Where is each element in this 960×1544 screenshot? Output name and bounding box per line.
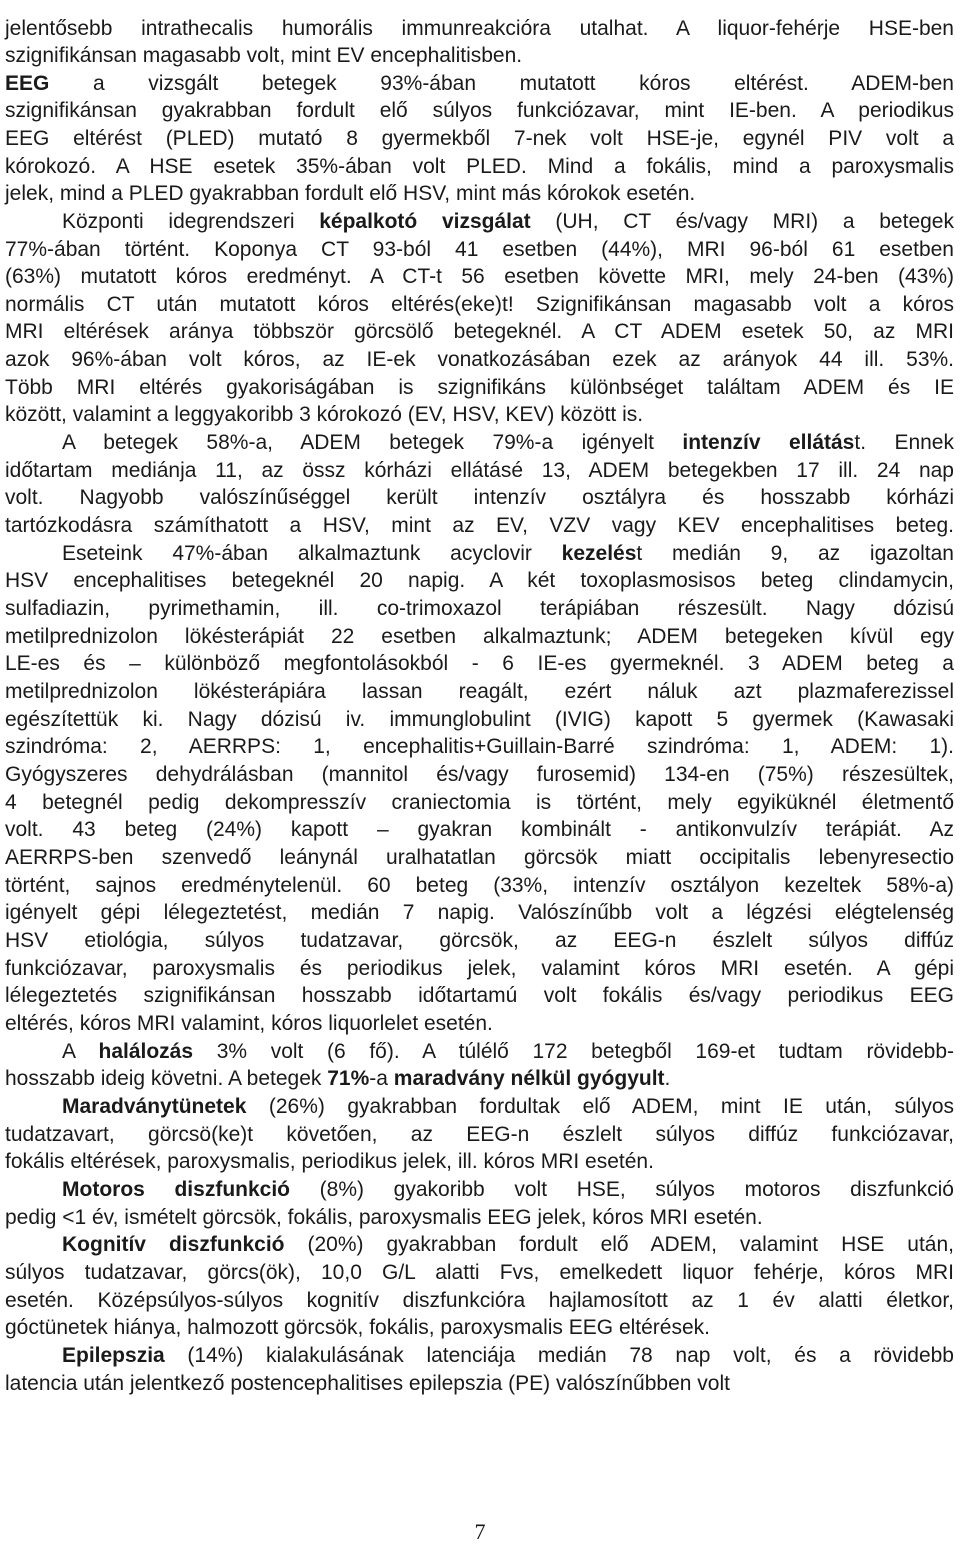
text-run: igényelt gépi lélegeztetést, medián 7 napig. Valószínűbb volt a légzési elégtelenség <box>5 901 954 924</box>
text-run: volt. Nagyobb valószínűséggel került intenzív osztályra és hosszabb kórházi <box>5 486 954 509</box>
text-run: -a <box>369 1067 394 1090</box>
text-line <box>5 1370 730 1397</box>
text-line <box>5 872 954 899</box>
text-run: metilprednizolon lökésterápiát 22 esetben alkalmaztunk; ADEM betegeken kívül egy <box>5 625 954 648</box>
text-run: funkciózavar, paroxysmalis és periodikus jelek, valamint kóros MRI esetén. A gépi <box>5 957 954 980</box>
text-line <box>62 208 954 235</box>
text-run: 77%-ában történt. Koponya CT 93-ból 41 esetben (44%), MRI 96-ból 61 esetben <box>5 238 954 261</box>
text-line <box>5 1204 763 1231</box>
text-run: azok 96%-ában volt kóros, az IE-ek vonatkozásában ezek az arányok 44 ill. 53%. <box>5 348 954 371</box>
text-run: 3% volt (6 fő). A túlélő 172 betegből 169-et tudtam rövidebb- <box>193 1040 954 1063</box>
bold-term: EEG <box>5 72 50 95</box>
text-run: lélegeztetés szignifikánsan hosszabb időtartamú volt fokális és/vagy periodikus EEG <box>5 984 954 1007</box>
page-number: 7 <box>474 1519 486 1544</box>
text-line <box>62 1093 954 1120</box>
text-line <box>62 1176 954 1203</box>
text-line <box>62 1038 954 1065</box>
text-line <box>5 761 954 788</box>
text-run: (UH, CT és/vagy MRI) a betegek <box>530 210 954 233</box>
text-run: (63%) mutatott kóros eredményt. A CT-t 56 esetben követte MRI, mely 24-ben (43%) <box>5 265 954 288</box>
text-line <box>5 70 954 97</box>
text-run: időtartam mediánja 11, az össz kórházi ellátásé 13, ADEM betegekben 17 ill. 24 nap <box>5 459 954 482</box>
text-line <box>5 789 954 816</box>
bold-term: intenzív ellátás <box>682 431 855 454</box>
text-line <box>5 457 954 484</box>
text-line <box>5 374 954 401</box>
text-run: tartózkodásra számíthatott a HSV, mint az EV, VZV vagy KEV encephalitises beteg. <box>5 514 954 537</box>
bold-term: képalkotó vizsgálat <box>319 210 531 233</box>
text-run: Gyógyszeres dehydrálásban (mannitol és/vagy furosemid) 134-en (75%) részesültek, <box>5 763 954 786</box>
text-run: kórokozó. A HSE esetek 35%-ában volt PLED. Mind a fokális, mind a paroxysmalis <box>5 155 954 178</box>
bold-term: maradvány nélkül gyógyult <box>393 1067 665 1090</box>
text-run: Eseteink 47%-ában alkalmaztunk acyclovir <box>62 542 562 565</box>
text-run: (20%) gyakrabban fordult elő ADEM, valamint HSE után, <box>284 1233 954 1256</box>
text-run: sulfadiazin, pyrimethamin, ill. co-trimoxazol terápiában részesült. Nagy dózisú <box>5 597 954 620</box>
text-line <box>5 844 954 871</box>
text-line <box>5 678 954 705</box>
bold-term: Kognitív diszfunkció <box>62 1233 285 1256</box>
text-run: EEG eltérést (PLED) mutató 8 gyermekből 7-nek volt HSE-je, egynél PIV volt a <box>5 127 954 150</box>
text-run: szindróma: 2, AERRPS: 1, encephalitis+Guillain-Barré szindróma: 1, ADEM: 1). <box>5 735 954 758</box>
text-run: 4 betegnél pedig dekompresszív craniectomia is történt, mely egyiküknél életmentő <box>5 791 954 814</box>
text-line <box>5 153 954 180</box>
text-run: hosszabb ideig követni. A betegek <box>5 1067 328 1090</box>
text-line <box>5 401 643 428</box>
text-run: normális CT után mutatott kóros eltérés(eke)t! Szignifikánsan magasabb volt a kóros <box>5 293 954 316</box>
text-line <box>5 1010 493 1037</box>
text-line <box>5 899 954 926</box>
text-run: t. Ennek <box>854 431 954 454</box>
text-run: jelentősebb intrathecalis humorális immunreakcióra utalhat. A liquor-fehérje HSE-ben <box>5 17 954 40</box>
text-line <box>5 15 954 42</box>
text-run: a vizsgált betegek 93%-ában mutatott kóros eltérést. ADEM-ben <box>49 72 954 95</box>
bold-term: Maradványtünetek <box>62 1095 247 1118</box>
text-line <box>5 180 695 207</box>
text-run: (26%) gyakrabban fordultak elő ADEM, mint IE után, súlyos <box>246 1095 954 1118</box>
text-run: góctünetek hiánya, halmozott görcsök, fokális, paroxysmalis EEG eltérések. <box>5 1316 710 1339</box>
text-line <box>5 291 954 318</box>
text-run: tudatzavart, görcsö(ke)t követően, az EEG-n észlelt súlyos diffúz funkciózavar, <box>5 1123 954 1146</box>
text-line <box>5 982 954 1009</box>
text-run: eltérés, kóros MRI valamint, kóros liquorlelet esetén. <box>5 1012 493 1035</box>
bold-term: halálozás <box>98 1040 194 1063</box>
text-line <box>5 650 954 677</box>
text-line <box>5 346 954 373</box>
text-run: HSV encephalitises betegeknél 20 napig. A két toxoplasmosisos beteg clindamycin, <box>5 569 954 592</box>
text-run: súlyos tudatzavar, görcs(ök), 10,0 G/L alatti Fvs, emelkedett liquor fehérje, kóros MRI <box>5 1261 954 1284</box>
text-run: HSV etiológia, súlyos tudatzavar, görcsök, az EEG-n észlelt súlyos diffúz <box>5 929 954 952</box>
text-run: történt, sajnos eredménytelenül. 60 beteg (33%, intenzív osztályon kezeltek 58%-a) <box>5 874 954 897</box>
text-line <box>62 429 954 456</box>
text-run: t medián 9, az igazoltan <box>636 542 954 565</box>
text-run: esetén. Középsúlyos-súlyos kognitív diszfunkcióra hajlamosított az 1 év alatti életkor, <box>5 1289 954 1312</box>
text-line <box>5 1259 954 1286</box>
bold-term: Motoros diszfunkció <box>62 1178 290 1201</box>
text-run: metilprednizolon lökésterápiára lassan reagált, ezért náluk azt plazmaferezissel <box>5 680 954 703</box>
bold-term: 71% <box>327 1067 370 1090</box>
text-run: latencia után jelentkező postencephalitises epilepszia (PE) valószínűbben volt <box>5 1372 730 1395</box>
text-line <box>5 623 954 650</box>
text-run: között, valamint a leggyakoribb 3 kórokozó (EV, HSV, KEV) között is. <box>5 403 644 426</box>
text-run: A <box>62 1040 99 1063</box>
text-line <box>5 318 954 345</box>
text-run: egészítettük ki. Nagy dózisú iv. immunglobulint (IVIG) kapott 5 gyermek (Kawasaki <box>5 708 954 731</box>
text-run: Több MRI eltérés gyakoriságában is szignifikáns különbséget találtam ADEM és IE <box>5 376 954 399</box>
text-run: szignifikánsan magasabb volt, mint EV encephalitisben. <box>5 44 523 67</box>
bold-term: kezelés <box>561 542 637 565</box>
text-run: (14%) kialakulásának latenciája medián 78 nap volt, és a rövidebb <box>164 1344 954 1367</box>
bold-term: Epilepszia <box>62 1344 165 1367</box>
text-line <box>62 1342 954 1369</box>
text-line <box>5 263 954 290</box>
text-run: pedig <1 év, ismételt görcsök, fokális, paroxysmalis EEG jelek, kóros MRI esetén. <box>5 1206 763 1229</box>
text-line <box>5 1314 710 1341</box>
text-line <box>62 1231 954 1258</box>
text-run: (8%) gyakoribb volt HSE, súlyos motoros diszfunkció <box>290 1178 954 1201</box>
text-line <box>5 955 954 982</box>
text-line <box>5 1121 954 1148</box>
text-line <box>5 97 954 124</box>
text-line <box>5 816 954 843</box>
text-run: fokális eltérések, paroxysmalis, periodikus jelek, ill. kóros MRI esetén. <box>5 1150 654 1173</box>
text-line <box>5 595 954 622</box>
text-line <box>5 1148 654 1175</box>
text-run: szignifikánsan gyakrabban fordult elő súlyos funkciózavar, mint IE-ben. A periodikus <box>5 99 954 122</box>
text-run: jelek, mind a PLED gyakrabban fordult elő HSV, mint más kórokok esetén. <box>5 182 696 205</box>
text-run: LE-es és – különböző megfontolásokból - 6 IE-es gyermeknél. 3 ADEM beteg a <box>5 652 954 675</box>
text-line <box>5 1065 670 1092</box>
text-run: . <box>664 1067 671 1090</box>
text-line <box>5 125 954 152</box>
text-line <box>5 733 954 760</box>
text-run: Központi idegrendszeri <box>62 210 320 233</box>
text-line <box>62 540 954 567</box>
text-line <box>5 236 954 263</box>
text-line <box>5 512 954 539</box>
text-line <box>5 484 954 511</box>
text-line <box>5 706 954 733</box>
text-line <box>5 42 522 69</box>
text-run: A betegek 58%-a, ADEM betegek 79%-a igényelt <box>62 431 683 454</box>
text-run: AERRPS-ben szenvedő leánynál uralhatatlan görcsök miatt occipitalis lebenyresectio <box>5 846 954 869</box>
text-line <box>5 927 954 954</box>
text-run: MRI eltérések aránya többször görcsölő betegeknél. A CT ADEM esetek 50, az MRI <box>5 320 954 343</box>
text-line <box>5 1287 954 1314</box>
text-run: volt. 43 beteg (24%) kapott – gyakran kombinált - antikonvulzív terápiát. Az <box>5 818 954 841</box>
text-line <box>5 567 954 594</box>
